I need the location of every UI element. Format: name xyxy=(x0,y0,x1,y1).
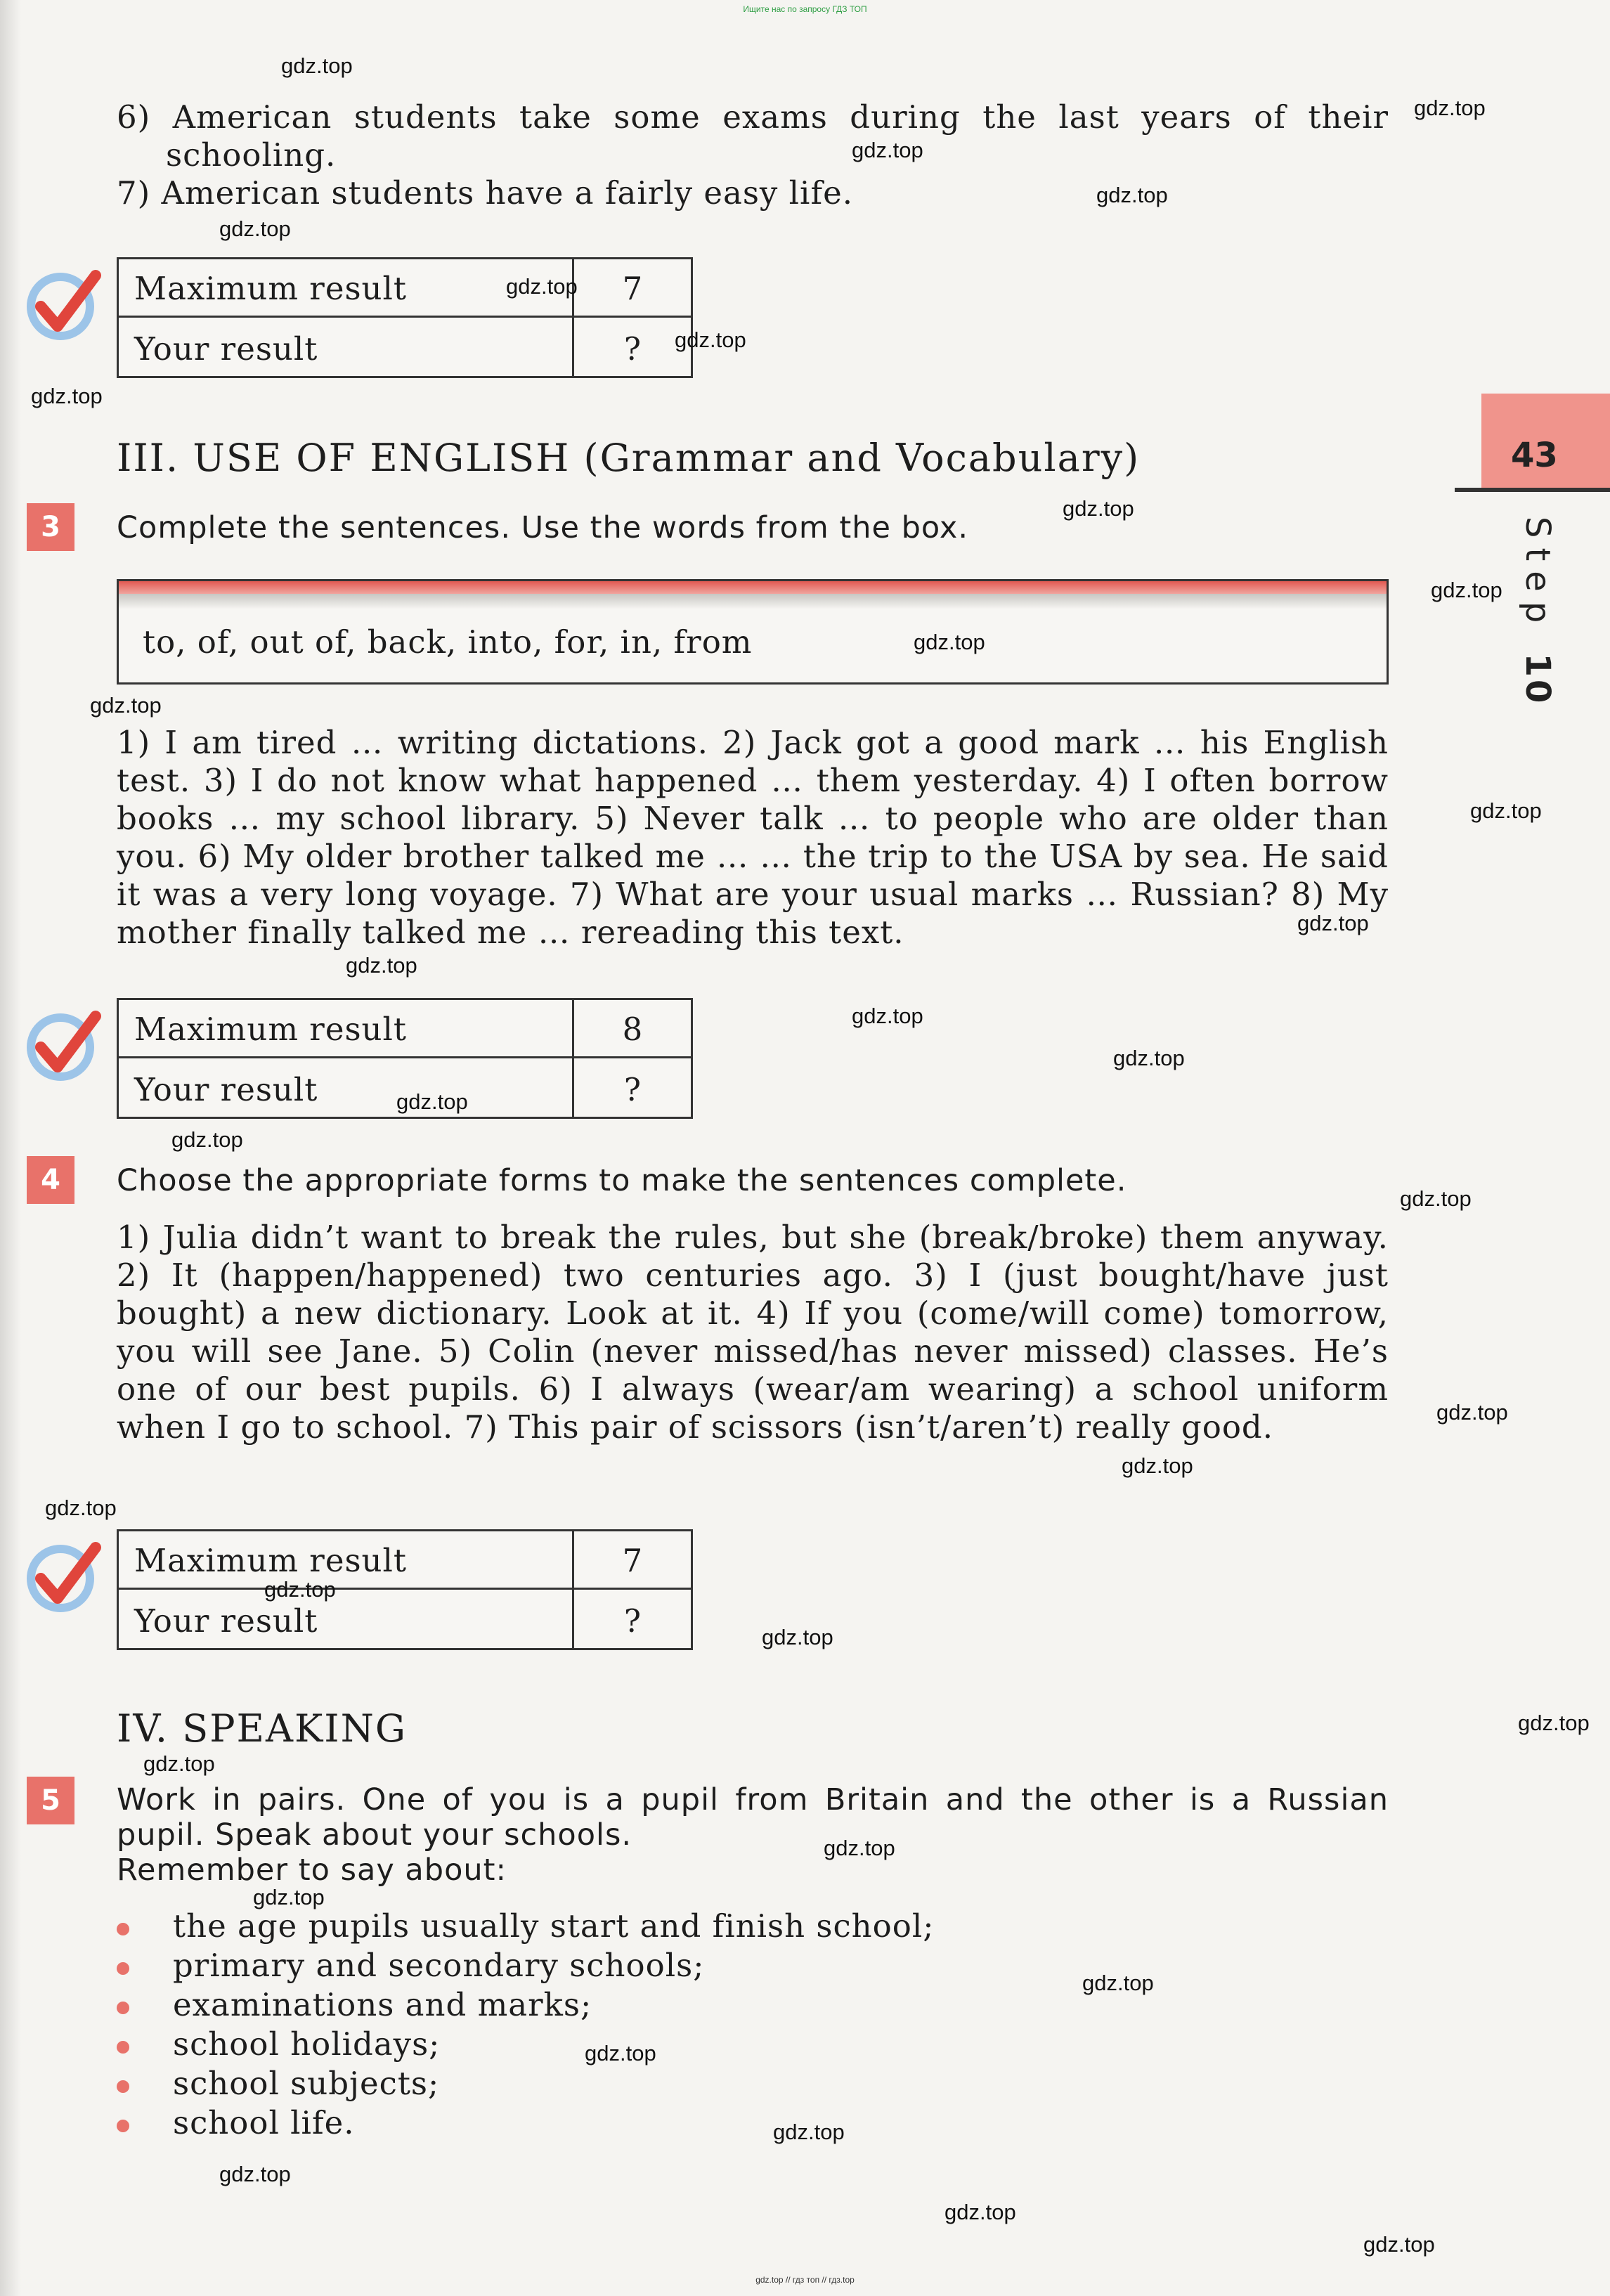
check-icon xyxy=(25,266,103,343)
watermark: gdz.top xyxy=(1063,496,1134,521)
task-5-instruction-line-3: Remember to say about: xyxy=(117,1853,507,1888)
your-result-label: Your result xyxy=(134,330,318,368)
header-note: Ищите нас по запросу ГДЗ ТОП xyxy=(743,4,867,14)
watermark: gdz.top xyxy=(1122,1453,1193,1478)
word-box xyxy=(117,579,1389,685)
task-4-instruction: Choose the appropriate forms to make the sentences complete. xyxy=(117,1163,1127,1198)
section-heading-speaking: IV. SPEAKING xyxy=(117,1706,408,1751)
result-table-3 xyxy=(117,1529,693,1650)
watermark: gdz.top xyxy=(852,138,923,162)
reading-item-7: 7) American students have a fairly easy life. xyxy=(117,174,854,212)
maximum-result-label: Maximum result xyxy=(134,1542,407,1579)
watermark: gdz.top xyxy=(143,1751,215,1776)
task-badge-4: 4 xyxy=(27,1156,74,1204)
bullet-icon xyxy=(117,1923,129,1935)
reading-item-6: 6) American students take some exams during the last years of their xyxy=(117,98,1389,136)
task-badge-5: 5 xyxy=(27,1777,74,1824)
page-tab-divider xyxy=(1455,488,1610,492)
watermark: gdz.top xyxy=(1470,798,1542,823)
watermark: gdz.top xyxy=(585,2041,656,2065)
task-3-text: 1) I am tired … writing dictations. 2) Jack got a good mark … his English test. 3) I do not know what happened … them yesterday. 4) I often borrow books … my school library. 5) Never talk … to people who are older than you. 6) My older brother talked me … … the trip to the USA by sea. He said it was a very long voyage. 7) What are your usual marks … Russian? 8) My mother finally talked me … rereading this text. xyxy=(117,724,1389,951)
watermark: gdz.top xyxy=(1431,578,1502,602)
maximum-result-value: 7 xyxy=(622,1542,643,1579)
task-4-text: 1) Julia didn’t want to break the rules, but she (break/broke) them anyway. 2) It (happen/happened) two centuries ago. 3) I (just bought/have just bought) a new dictionary. Look at it. 4) If you (come/will come) tomorrow, you will see Jane. 5) Colin (never missed/has never missed) classes. He’s one of our best pupils. 6) I always (wear/am wearing) a school uniform when I go to school. 7) This pair of scissors (isn’t/aren’t) really good. xyxy=(117,1219,1389,1446)
watermark: gdz.top xyxy=(506,274,578,299)
page-number: 43 xyxy=(1511,436,1558,475)
your-result-label: Your result xyxy=(134,1071,318,1108)
watermark: gdz.top xyxy=(264,1577,336,1602)
step-label: Step 10 xyxy=(1518,517,1557,706)
page-edge-shadow xyxy=(0,0,21,2296)
watermark: gdz.top xyxy=(824,1836,895,1860)
section-heading-use-of-english: III. USE OF ENGLISH (Grammar and Vocabulary) xyxy=(117,436,1141,480)
watermark: gdz.top xyxy=(1414,96,1486,120)
your-result-value[interactable]: ? xyxy=(623,1071,642,1108)
watermark: gdz.top xyxy=(1082,1971,1154,1995)
watermark: gdz.top xyxy=(1113,1046,1185,1070)
watermark: gdz.top xyxy=(762,1625,833,1649)
watermark: gdz.top xyxy=(1096,183,1168,207)
watermark: gdz.top xyxy=(396,1089,468,1114)
watermark: gdz.top xyxy=(45,1496,117,1520)
watermark: gdz.top xyxy=(1518,1711,1590,1735)
word-box-words: to, of, out of, back, into, for, in, from xyxy=(143,623,753,661)
check-icon xyxy=(25,1538,103,1615)
task-5-instruction-line-1: Work in pairs. One of you is a pupil from Britain and the other is a Russian xyxy=(117,1782,1389,1817)
task-badge-3: 3 xyxy=(27,503,74,551)
maximum-result-label: Maximum result xyxy=(134,270,407,307)
watermark: gdz.top xyxy=(31,384,103,408)
watermark: gdz.top xyxy=(219,216,291,241)
result-table-1 xyxy=(117,257,693,378)
watermark: gdz.top xyxy=(253,1885,325,1909)
bullet-icon xyxy=(117,2041,129,2054)
your-result-label: Your result xyxy=(134,1602,318,1640)
watermark: gdz.top xyxy=(914,630,985,654)
watermark: gdz.top xyxy=(171,1127,243,1152)
maximum-result-value: 8 xyxy=(622,1011,643,1048)
watermark: gdz.top xyxy=(1363,2232,1435,2257)
your-result-value[interactable]: ? xyxy=(623,330,642,368)
watermark: gdz.top xyxy=(1297,911,1369,935)
watermark: gdz.top xyxy=(852,1004,923,1028)
footer-note: gdz.top // гдз топ // гдз.top xyxy=(755,2275,855,2285)
bullet-icon xyxy=(117,2002,129,2014)
watermark: gdz.top xyxy=(346,953,417,978)
task-5-instruction-line-2: pupil. Speak about your schools. xyxy=(117,1817,632,1853)
watermark: gdz.top xyxy=(675,327,746,352)
watermark: gdz.top xyxy=(773,2120,845,2144)
watermark: gdz.top xyxy=(1436,1400,1508,1425)
watermark: gdz.top xyxy=(219,2162,291,2186)
maximum-result-label: Maximum result xyxy=(134,1011,407,1048)
watermark: gdz.top xyxy=(944,2200,1016,2224)
maximum-result-value: 7 xyxy=(622,270,643,307)
watermark: gdz.top xyxy=(1400,1186,1472,1211)
bullet-icon xyxy=(117,2080,129,2093)
check-icon xyxy=(25,1006,103,1084)
bullet-icon xyxy=(117,1962,129,1975)
reading-item-6-continued: schooling. xyxy=(166,136,337,174)
task-3-instruction: Complete the sentences. Use the words from the box. xyxy=(117,510,969,545)
bullet-icon xyxy=(117,2120,129,2132)
your-result-value[interactable]: ? xyxy=(623,1602,642,1640)
watermark: gdz.top xyxy=(281,53,353,78)
watermark: gdz.top xyxy=(90,693,162,718)
